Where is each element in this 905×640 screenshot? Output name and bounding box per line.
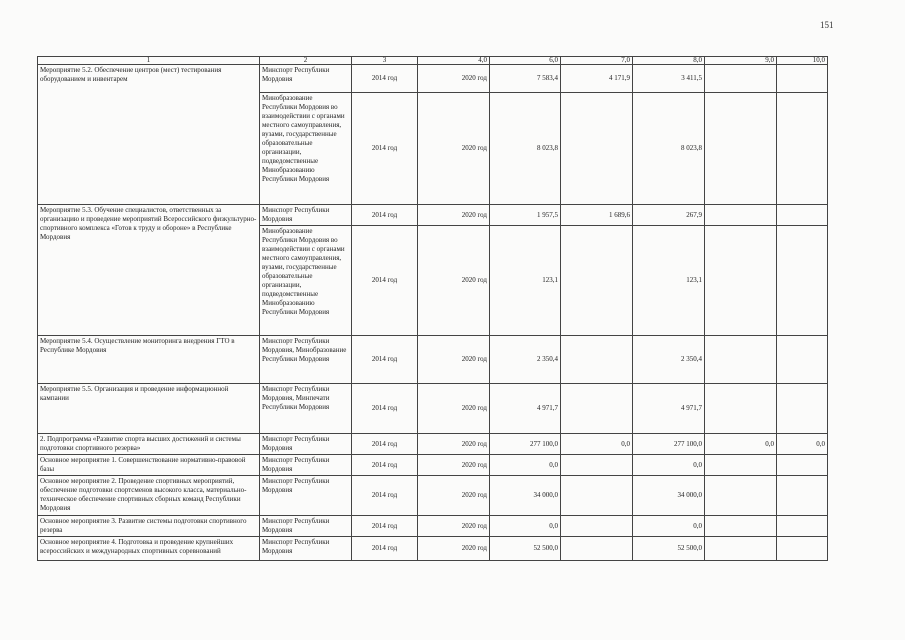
start-year: 2014 год — [352, 205, 418, 226]
value-col-9 — [705, 226, 777, 336]
value-col-6: 7 583,4 — [490, 65, 561, 93]
start-year: 2014 год — [352, 384, 418, 434]
value-col-7: 0,0 — [561, 434, 633, 455]
activity-name: Мероприятие 5.2. Обеспечение центров (мест) тестирования оборудованием и инвентарем — [38, 65, 260, 205]
responsible-executor: Минобразование Республики Мордовия во взаимодействии с органами местного самоуправления, вузами, государственные образовательные организации, подведомственные Минобразованию Республики Мордовия — [260, 226, 352, 336]
value-col-6: 1 957,5 — [490, 205, 561, 226]
responsible-executor: Минспорт Республики Мордовия — [260, 537, 352, 561]
col-header: 4,0 — [418, 57, 490, 65]
program-table — [37, 56, 828, 561]
col-header: 10,0 — [777, 57, 828, 65]
responsible-executor: Минспорт Республики Мордовия — [260, 205, 352, 226]
value-col-7 — [561, 336, 633, 384]
end-year: 2020 год — [418, 93, 490, 205]
value-col-8: 4 971,7 — [633, 384, 705, 434]
value-col-7 — [561, 455, 633, 476]
table-row — [38, 434, 828, 455]
start-year: 2014 год — [352, 455, 418, 476]
value-col-6: 277 100,0 — [490, 434, 561, 455]
value-col-7 — [561, 384, 633, 434]
activity-name: 2. Подпрограмма «Развитие спорта высших достижений и системы подготовки спортивного резерва» — [38, 434, 260, 455]
responsible-executor: Минспорт Республики Мордовия — [260, 434, 352, 455]
table-row — [38, 537, 828, 561]
value-col-8: 8 023,8 — [633, 93, 705, 205]
value-col-6: 8 023,8 — [490, 93, 561, 205]
start-year: 2014 год — [352, 434, 418, 455]
value-col-10 — [777, 65, 828, 93]
end-year: 2020 год — [418, 336, 490, 384]
column-number-row — [38, 57, 828, 65]
value-col-10 — [777, 455, 828, 476]
table-row — [38, 205, 828, 226]
start-year: 2014 год — [352, 537, 418, 561]
value-col-8: 34 000,0 — [633, 476, 705, 516]
value-col-6: 0,0 — [490, 455, 561, 476]
start-year: 2014 год — [352, 476, 418, 516]
value-col-10 — [777, 93, 828, 205]
col-header: 2 — [260, 57, 352, 65]
value-col-9 — [705, 65, 777, 93]
end-year: 2020 год — [418, 226, 490, 336]
activity-name: Основное мероприятие 1. Совершенствование нормативно-правовой базы — [38, 455, 260, 476]
value-col-8: 0,0 — [633, 455, 705, 476]
value-col-10 — [777, 537, 828, 561]
value-col-10 — [777, 476, 828, 516]
value-col-8: 267,9 — [633, 205, 705, 226]
responsible-executor: Минспорт Республики Мордовия — [260, 516, 352, 537]
table-row — [38, 65, 828, 93]
table-row — [38, 516, 828, 537]
value-col-8: 277 100,0 — [633, 434, 705, 455]
responsible-executor: Минспорт Республики Мордовия — [260, 476, 352, 516]
col-header: 8,0 — [633, 57, 705, 65]
value-col-10 — [777, 226, 828, 336]
start-year: 2014 год — [352, 516, 418, 537]
table-row — [38, 336, 828, 384]
col-header: 3 — [352, 57, 418, 65]
col-header: 7,0 — [561, 57, 633, 65]
responsible-executor: Минспорт Республики Мордовия, Минпечати Республики Мордовия — [260, 384, 352, 434]
activity-name: Мероприятие 5.4. Осуществление мониторинга внедрения ГТО в Республике Мордовия — [38, 336, 260, 384]
activity-name: Мероприятие 5.3. Обучение специалистов, ответственных за организацию и проведение мероприятий Всероссийского физкультурно-спортивного комплекса «Готов к труду и обороне» в Республике Мордовия — [38, 205, 260, 336]
activity-name: Основное мероприятие 3. Развитие системы подготовки спортивного резерва — [38, 516, 260, 537]
value-col-9 — [705, 516, 777, 537]
value-col-9 — [705, 455, 777, 476]
value-col-9 — [705, 336, 777, 384]
value-col-8: 123,1 — [633, 226, 705, 336]
value-col-8: 3 411,5 — [633, 65, 705, 93]
page-number: 151 — [820, 20, 834, 30]
value-col-6: 0,0 — [490, 516, 561, 537]
end-year: 2020 год — [418, 476, 490, 516]
value-col-10 — [777, 516, 828, 537]
value-col-8: 0,0 — [633, 516, 705, 537]
value-col-10 — [777, 205, 828, 226]
value-col-6: 2 350,4 — [490, 336, 561, 384]
responsible-executor: Минспорт Республики Мордовия — [260, 65, 352, 93]
table-row — [38, 476, 828, 516]
table-row — [38, 384, 828, 434]
value-col-9 — [705, 537, 777, 561]
value-col-9 — [705, 476, 777, 516]
value-col-7 — [561, 226, 633, 336]
value-col-6: 34 000,0 — [490, 476, 561, 516]
end-year: 2020 год — [418, 455, 490, 476]
value-col-9 — [705, 384, 777, 434]
start-year: 2014 год — [352, 226, 418, 336]
value-col-7: 4 171,9 — [561, 65, 633, 93]
value-col-8: 52 500,0 — [633, 537, 705, 561]
value-col-6: 123,1 — [490, 226, 561, 336]
value-col-8: 2 350,4 — [633, 336, 705, 384]
start-year: 2014 год — [352, 93, 418, 205]
end-year: 2020 год — [418, 205, 490, 226]
responsible-executor: Минспорт Республики Мордовия, Минобразование Республики Мордовия — [260, 336, 352, 384]
end-year: 2020 год — [418, 434, 490, 455]
value-col-7 — [561, 93, 633, 205]
value-col-9: 0,0 — [705, 434, 777, 455]
col-header: 1 — [38, 57, 260, 65]
value-col-9 — [705, 93, 777, 205]
value-col-7 — [561, 476, 633, 516]
start-year: 2014 год — [352, 336, 418, 384]
end-year: 2020 год — [418, 65, 490, 93]
table-row — [38, 455, 828, 476]
value-col-6: 52 500,0 — [490, 537, 561, 561]
value-col-7 — [561, 516, 633, 537]
value-col-10 — [777, 384, 828, 434]
value-col-6: 4 971,7 — [490, 384, 561, 434]
col-header: 6,0 — [490, 57, 561, 65]
activity-name: Мероприятие 5.5. Организация и проведение информационной кампании — [38, 384, 260, 434]
activity-name: Основное мероприятие 2. Проведение спортивных мероприятий, обеспечение подготовки спортсменов высокого класса, материально-техническое обеспечение спортивных сборных команд Республики Мордовия — [38, 476, 260, 516]
value-col-9 — [705, 205, 777, 226]
end-year: 2020 год — [418, 537, 490, 561]
value-col-7 — [561, 537, 633, 561]
value-col-7: 1 689,6 — [561, 205, 633, 226]
end-year: 2020 год — [418, 384, 490, 434]
start-year: 2014 год — [352, 65, 418, 93]
end-year: 2020 год — [418, 516, 490, 537]
responsible-executor: Минспорт Республики Мордовия — [260, 455, 352, 476]
responsible-executor: Минобразование Республики Мордовия во взаимодействии с органами местного самоуправления, вузами, государственные образовательные организации, подведомственные Минобразованию Республики Мордовия — [260, 93, 352, 205]
activity-name: Основное мероприятие 4. Подготовка и проведение крупнейших всероссийских и международных спортивных соревнований — [38, 537, 260, 561]
value-col-10: 0,0 — [777, 434, 828, 455]
col-header: 9,0 — [705, 57, 777, 65]
value-col-10 — [777, 336, 828, 384]
